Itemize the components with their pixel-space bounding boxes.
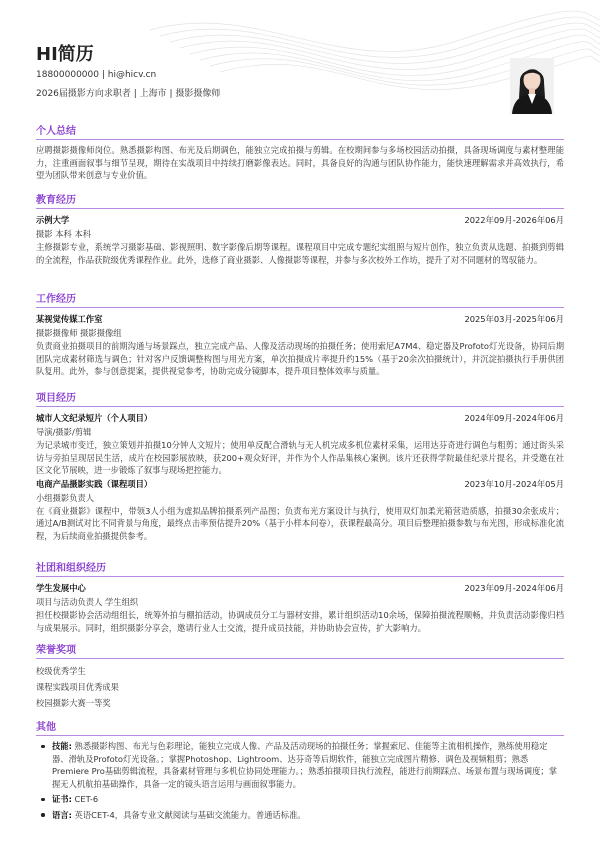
award-item: 课程实践项目优秀成果 xyxy=(36,682,119,692)
language-item xyxy=(36,809,564,822)
work-section xyxy=(36,293,564,378)
section-title: 教育经历 xyxy=(36,194,564,209)
profile-photo xyxy=(510,58,554,114)
org-name: 学生发展中心 xyxy=(36,583,86,593)
project-item xyxy=(36,477,564,543)
other-section xyxy=(36,721,564,824)
section-title: 社团和组织经历 xyxy=(36,562,564,577)
certificate-item xyxy=(36,793,564,806)
education-date: 2022年09月-2026年06月 xyxy=(464,215,564,225)
summary-section xyxy=(36,125,564,182)
work-date: 2025年03月-2025年06月 xyxy=(464,314,564,324)
project-role: 导演/摄影/剪辑 xyxy=(36,427,92,437)
language-label: 语言: xyxy=(52,809,72,820)
project-item xyxy=(36,411,564,477)
section-title: 其他 xyxy=(36,721,564,736)
certificate-label: 证书: xyxy=(52,794,72,804)
section-title: 个人总结 xyxy=(36,125,564,140)
club-role: 项目与活动负责人 学生组织 xyxy=(36,597,139,607)
projects-section xyxy=(36,392,564,542)
project-date: 2024年09月-2024年06月 xyxy=(464,413,564,423)
job-target: 2026届摄影方向求职者 | 上海市 | 摄影摄像师 xyxy=(36,89,221,99)
club-text: 担任校摄影协会活动组组长，统筹外拍与棚拍活动，协调成员分工与器材安排，累计组织活动10余场，保障拍摄流程顺畅，并负责活动影像归档与成果展示。同时，组织摄影分享会，邀请行业人士交流，提升成员技能，并协助协会宣传，扩大影响力。 xyxy=(36,610,564,633)
contact-info: 18800000000 | hi@hicv.cn xyxy=(36,70,157,80)
project-date: 2023年10月-2024年05月 xyxy=(464,478,564,489)
skills-item xyxy=(36,740,564,790)
work-entry-head xyxy=(36,312,564,326)
work-text: 负责商业拍摄项目的前期沟通与场景踩点，独立完成产品、人像及活动现场的拍摄任务；使用索尼A7M4、稳定器及Profoto灯光设备，协同后期团队完成素材筛选与调色；针对客户反馈调整构图与用光方案，单次拍摄成片率提升约15%（基于20余次拍摄统计），并沉淀拍摄执行手册供团队复用。此外，参与创意提案，提供视觉参考，协助完成分镜脚本，提升项目整体效率与质量。 xyxy=(36,341,564,376)
awards-section xyxy=(36,644,564,711)
candidate-name: HI简历 xyxy=(36,44,94,65)
project-entry-head xyxy=(36,411,564,425)
summary-text: 应聘摄影摄像师岗位。熟悉摄影构图、布光及后期调色，能独立完成拍摄与剪辑。在校期间参与多场校园活动拍摄，具备现场调度与素材整理能力，注重画面叙事与细节呈现，期待在实战项目中持续打磨影像表达。同时，具备良好的沟通与团队协作能力，能快速理解需求并高效执行，希望为团队带来创意与专业价值。 xyxy=(36,145,564,180)
school-name: 示例大学 xyxy=(36,215,70,225)
club-entry-head xyxy=(36,581,564,595)
education-degree: 摄影 本科 本科 xyxy=(36,229,92,239)
section-title: 荣誉奖项 xyxy=(36,644,564,659)
award-item: 校园摄影大赛一等奖 xyxy=(36,698,111,708)
certificate-text: CET-6 xyxy=(71,794,99,804)
section-title: 项目经历 xyxy=(36,392,564,407)
company-name: 某视觉传媒工作室 xyxy=(36,314,103,324)
skills-label: 技能: xyxy=(52,741,72,751)
clubs-section xyxy=(36,562,564,634)
project-role: 小组摄影负责人 xyxy=(36,492,95,503)
education-text: 主修摄影专业，系统学习摄影基础、影视照明、数字影像后期等课程。课程项目中完成专题纪实组照与短片创作，独立负责从选题、拍摄到剪辑的全流程，作品获院级优秀课程作业。此外，选修了商业摄影、人像摄影等课程，并参与多次校外工作坊，提升了对不同题材的驾驭能力。 xyxy=(36,242,564,265)
education-entry-head xyxy=(36,213,564,227)
project-name: 城市人文纪录短片（个人项目） xyxy=(36,413,153,423)
project-entry-head xyxy=(36,477,564,491)
project-text: 在《商业摄影》课程中，带领3人小组为虚拟品牌拍摄系列产品图；负责布光方案设计与执行，使用双灯加柔光箱营造质感，拍摄30余张成片；通过A/B测试对比不同背景与角度，最终点击率预估提升20%（基于小样本问卷），获课程最高分。项目后整理拍摄参数与布光图，形成标准化流程，为后续商业拍摄提供参考。 xyxy=(36,505,564,541)
project-name: 电商产品摄影实践（课程项目） xyxy=(36,478,153,489)
language-text: 英语CET-4，具备专业文献阅读与基础交流能力。普通话标准。 xyxy=(71,809,306,820)
work-role: 摄影摄像师 摄影摄像组 xyxy=(36,328,122,338)
section-title: 工作经历 xyxy=(36,293,564,308)
award-item: 校级优秀学生 xyxy=(36,666,86,676)
project-text: 为记录城市变迁，独立策划并拍摄10分钟人文短片；使用单反配合滑轨与无人机完成多机位素材采集，运用达芬奇进行调色与粗剪；通过街头采访与旁拍呈现居民生活，成片在校园影展放映，获200+观众好评，并作为个人作品集核心案例。该片还获得学院最佳纪录片提名，并受邀在社区文化节展映，进一步锻炼了叙事与现场把控能力。 xyxy=(36,440,564,475)
club-date: 2023年09月-2024年06月 xyxy=(464,583,564,593)
skills-text: 熟悉摄影构图、布光与色彩理论，能独立完成人像、产品及活动现场的拍摄任务；掌握索尼、佳能等主流相机操作，熟练使用稳定器、滑轨及Profoto灯光设备。；掌握Photoshop、Lightroom、达芬奇等后期软件，能独立完成图片精修、调色及视频粗剪；熟悉Premiere Pro基础剪辑流程，具备素材管理与多机位协同处理能力。；熟悉拍摄项目执行流程，能进行前期踩点、场景布置与现场调度；掌握无人机航拍基础操作，具备一定的镜头语言运用与画面叙事能力。 xyxy=(52,741,557,789)
education-section xyxy=(36,194,564,266)
